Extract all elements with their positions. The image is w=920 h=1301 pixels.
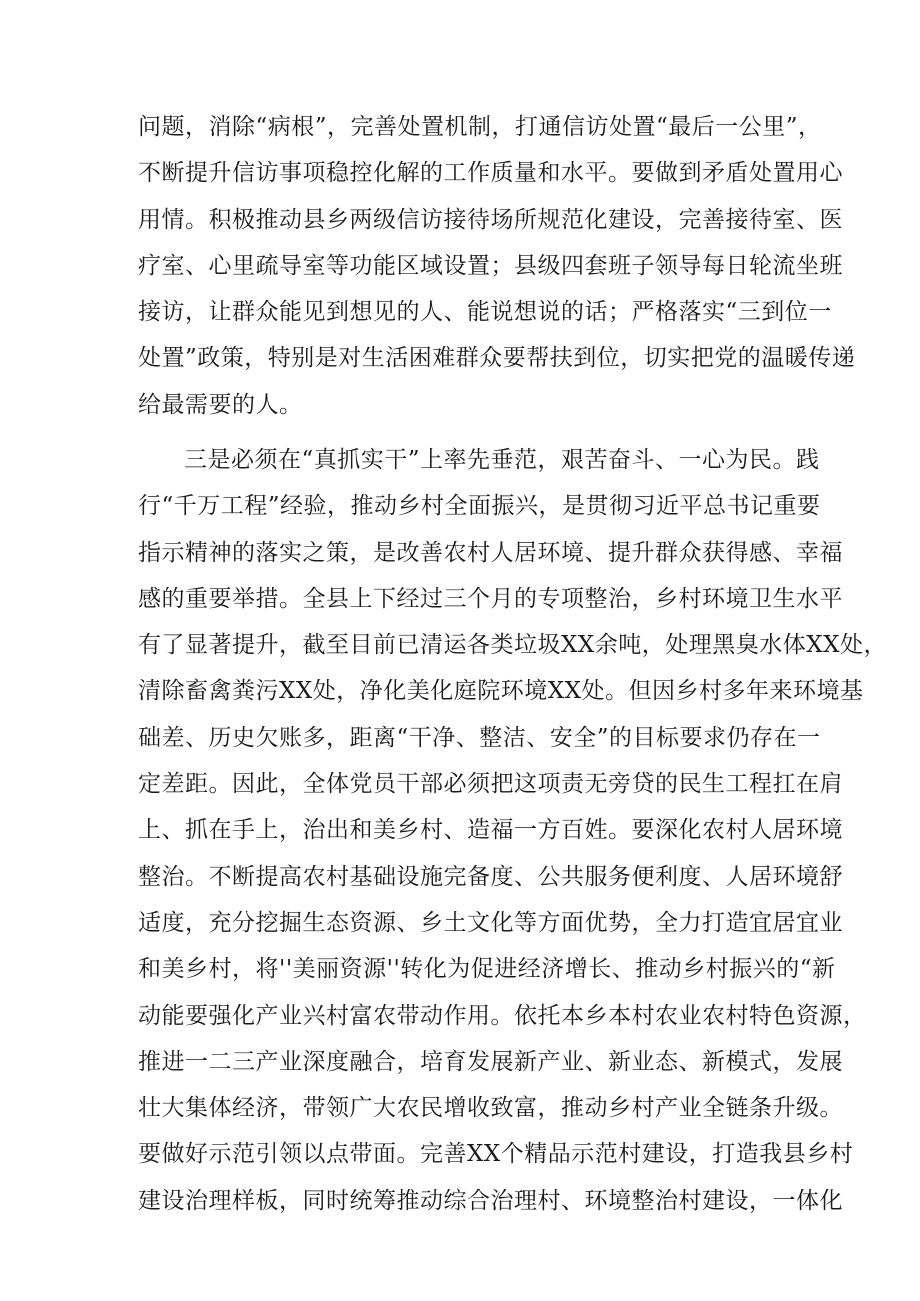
text-line: 清除畜禽粪污XX处，净化美化庭院环境XX处。但因乡村多年来环境基 [138,678,864,705]
paragraph-petition-handling [138,104,856,428]
text-line: 建设治理样板，同时统筹推动综合治理村、环境整治村建设，一体化 [138,1187,843,1214]
text-line: 有了显著提升，截至目前已清运各类垃圾XX余吨，处理黑臭水体XX处， [138,632,887,659]
text-line: 不断提升信访事项稳控化解的工作质量和水平。要做到矛盾处置用心 [138,160,843,187]
text-line: 推进一二三产业深度融合，培育发展新产业、新业态、新模式，发展 [138,1048,843,1075]
text-line: 壮大集体经济，带领广大农民增收致富，推动乡村产业全链条升级。 [138,1095,843,1122]
text-line: 动能要强化产业兴村富农带动作用。依托本乡本村农业农村特色资源， [138,1002,867,1029]
text-line: 感的重要举措。全县上下经过三个月的专项整治，乡村环境卫生水平 [138,585,843,612]
text-line: 行“千万工程”经验，推动乡村全面振兴，是贯彻习近平总书记重要 [138,493,821,520]
text-line: 接访，让群众能见到想见的人、能说想说的话；严格落实“三到位一 [138,299,832,326]
text-line: 给最需要的人。 [138,391,303,418]
text-line: 三是必须在“真抓实干”上率先垂范，艰苦奋斗、一心为民。践 [184,447,820,473]
text-line: 指示精神的落实之策，是改善农村人居环境、提升群众获得感、幸福 [138,539,843,566]
text-line: 处置”政策，特别是对生活困难群众要帮扶到位，切实把党的温暖传递 [138,345,856,372]
paragraph-rural-revitalization [138,437,887,1224]
text-line: 和美乡村，将''美丽资源''转化为促进经济增长、推动乡村振兴的“新 [138,956,836,983]
text-line: 整治。不断提高农村基础设施完备度、公共服务便利度、人居环境舒 [138,863,843,890]
text-line: 础差、历史欠账多，距离“干净、整洁、安全”的目标要求仍存在一 [138,724,821,751]
text-line: 疗室、心里疏导室等功能区域设置；县级四套班子领导每日轮流坐班 [138,252,843,279]
text-line: 问题，消除“病根”，完善处置机制，打通信访处置“最后一公里”， [138,114,822,140]
text-line: 用情。积极推动县乡两级信访接待场所规范化建设，完善接待室、医 [138,206,843,233]
text-line: 上、抓在手上，治出和美乡村、造福一方百姓。要深化农村人居环境 [138,817,843,844]
text-line: 要做好示范引领以点带面。完善XX个精品示范村建设，打造我县乡村 [138,1141,854,1168]
text-line: 定差距。因此，全体党员干部必须把这项责无旁贷的民生工程扛在肩 [138,771,843,798]
text-line: 适度，充分挖掘生态资源、乡土文化等方面优势，全力打造宜居宜业 [138,909,843,936]
